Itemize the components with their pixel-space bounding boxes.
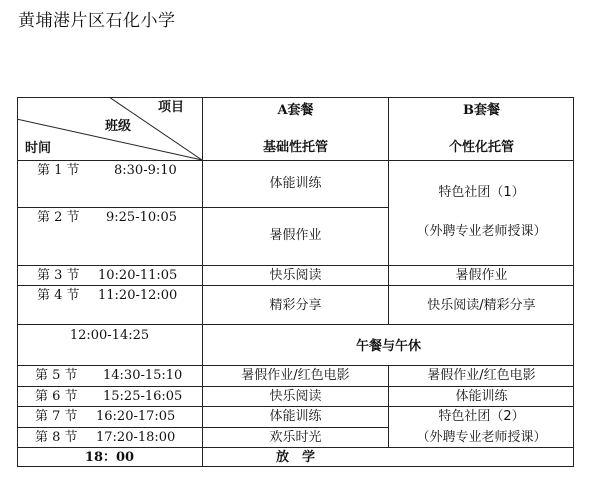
period-time: 11:20-12:00 [98, 288, 178, 303]
package-a-activity: 快乐阅读 [269, 389, 322, 404]
package-b-activity: 特色社团（1） [438, 185, 525, 200]
period-time: 8:30-9:10 [114, 163, 177, 178]
period-label: 第 6 节 [35, 389, 78, 404]
header-class-label: 班级 [105, 119, 132, 134]
dismiss-time: 18：00 [84, 450, 135, 465]
period-label: 第 2 节 [37, 210, 80, 225]
period-label: 第 8 节 [35, 430, 78, 445]
package-a-activity: 暑假作业/红色电影 [241, 368, 350, 383]
period-time: 15:25-16:05 [103, 389, 183, 404]
period-time: 9:25-10:05 [106, 210, 178, 225]
package-a-title: A套餐 [277, 103, 314, 118]
package-b-activity: 暑假作业 [455, 268, 508, 283]
package-a-activity: 快乐阅读 [269, 268, 322, 283]
period-label: 第 3 节 [37, 268, 80, 283]
period-time: 10:20-11:05 [98, 268, 178, 283]
package-b-title: B套餐 [463, 103, 500, 118]
period-time: 14:30-15:10 [103, 368, 183, 383]
package-b-activity-note: （外聘专业老师授课） [416, 430, 547, 445]
page-title: 黄埔港片区石化小学 [18, 11, 176, 31]
package-a-activity: 欢乐时光 [269, 430, 322, 445]
lunch-time: 12:00-14:25 [69, 328, 150, 343]
package-b-activity: 特色社团（2） [438, 409, 525, 424]
period-label: 第 4 节 [37, 288, 80, 303]
package-a-subtitle: 基础性托管 [262, 140, 328, 155]
schedule-table [17, 97, 574, 467]
package-a-activity: 体能训练 [269, 409, 322, 424]
lunch-break-label: 午餐与午休 [355, 339, 421, 354]
package-b-subtitle: 个性化托管 [448, 140, 514, 155]
header-time-label: 时间 [25, 141, 52, 156]
package-a-activity: 暑假作业 [269, 228, 322, 243]
period-label: 第 7 节 [35, 409, 78, 424]
header-item-label: 项目 [158, 100, 185, 115]
package-b-activity: 体能训练 [455, 389, 508, 404]
dismiss-label: 放 学 [275, 450, 315, 465]
period-time: 17:20-18:00 [96, 430, 176, 445]
period-label: 第 5 节 [35, 368, 78, 383]
package-b-activity-note: （外聘专业老师授课） [416, 224, 547, 239]
period-label: 第 1 节 [37, 163, 80, 178]
package-b-activity: 快乐阅读/精彩分享 [427, 298, 536, 313]
package-a-activity: 体能训练 [269, 176, 322, 191]
package-b-activity: 暑假作业/红色电影 [427, 368, 536, 383]
period-time: 16:20-17:05 [96, 409, 176, 424]
package-a-activity: 精彩分享 [269, 298, 322, 313]
